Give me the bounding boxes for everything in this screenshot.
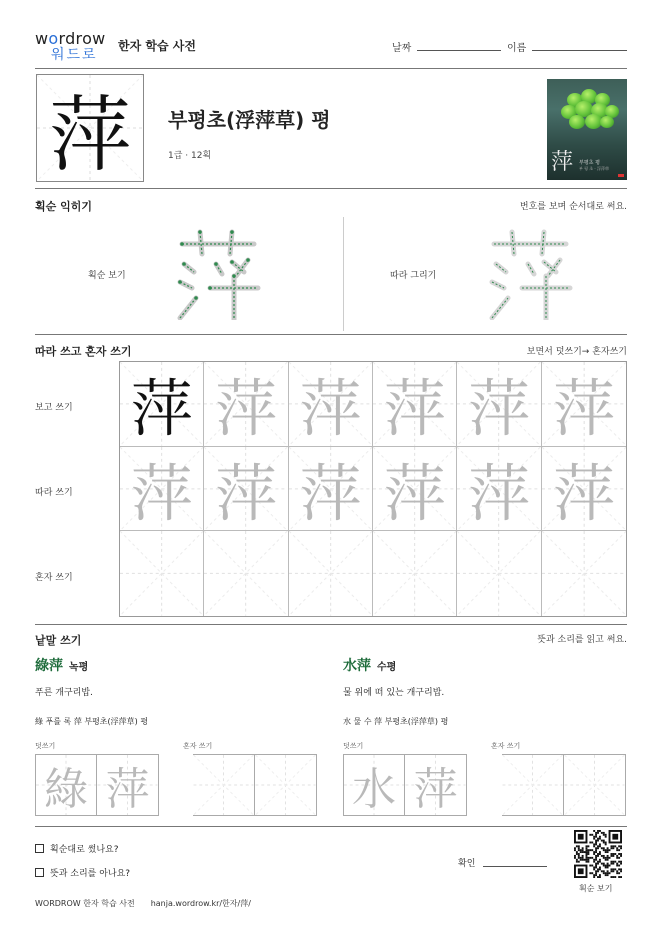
alone-label: 혼자 쓰기 [183, 742, 213, 750]
word-section-note: 뜻과 소리를 읽고 써요. [537, 635, 627, 645]
date-label: 날짜 [392, 43, 412, 54]
practice-cell[interactable] [204, 531, 288, 616]
confirm-line [483, 866, 547, 867]
practice-section-title: 따라 쓰고 혼자 쓰기 [35, 345, 132, 358]
word-alone-box[interactable] [502, 754, 564, 816]
checklist-item[interactable] [35, 866, 130, 879]
practice-char: 萍 [467, 372, 530, 446]
practice-char: 萍 [552, 372, 615, 446]
hero-title: 부평초(浮萍草) 평 [168, 108, 331, 132]
practice-char: 萍 [214, 457, 277, 530]
qr-code-icon[interactable] [574, 830, 622, 878]
word-alone-box[interactable] [255, 754, 317, 816]
word-section-title: 낱말 쓰기 [35, 634, 82, 647]
image-tag [618, 174, 624, 177]
section-divider [35, 826, 627, 827]
practice-cell[interactable] [289, 362, 373, 447]
practice-section-note: 보면서 덧쓰기→ 혼자쓰기 [526, 347, 627, 357]
hero-meta: 1급 · 12획 [168, 151, 212, 161]
checkbox-icon[interactable] [35, 868, 44, 877]
practice-cell[interactable] [542, 447, 626, 532]
image-caption-sub: 부 평 초 · 浮萍草 [579, 166, 609, 171]
word-heading [343, 655, 396, 675]
trace-label: 덧쓰기 [35, 742, 56, 750]
stroke-order-svg [172, 228, 264, 320]
image-caption: 부평초 평 [579, 160, 600, 166]
practice-grid[interactable] [119, 361, 627, 617]
hero-char-box [36, 74, 144, 182]
confirm-label: 확인 [458, 859, 476, 869]
section-divider [35, 188, 627, 189]
practice-char: 萍 [552, 457, 615, 530]
logo-text-part: w [35, 29, 49, 48]
stroke-order-diagram[interactable] [172, 228, 264, 320]
qr-label: 획순 보기 [579, 884, 613, 893]
logo-text-part: rdrow [58, 29, 106, 48]
app-title: 한자 학습 사전 [118, 39, 196, 53]
word-trace-box[interactable] [35, 754, 97, 816]
trace-char: 水 [352, 764, 396, 815]
word-char-breakdown: 綠 푸를 록 萍 부평초(浮萍草) 평 [35, 717, 149, 726]
stroke-divider [343, 217, 344, 331]
word-meaning: 물 위에 떠 있는 개구리밥. [343, 688, 445, 698]
row-label-alone: 혼자 쓰기 [35, 573, 73, 583]
name-line [532, 50, 627, 51]
checklist-label: 획순대로 썼나요? [50, 845, 119, 855]
word-trace-box[interactable] [343, 754, 405, 816]
date-line [417, 50, 501, 51]
word-trace-box[interactable] [97, 754, 159, 816]
practice-char: 萍 [299, 372, 362, 446]
word-heading [35, 655, 88, 675]
hero-char: 萍 [48, 87, 131, 183]
word-alone-box[interactable] [193, 754, 255, 816]
wordrow-logo[interactable] [35, 30, 113, 66]
word-hanja: 綠萍 [35, 658, 63, 674]
practice-cell[interactable] [542, 362, 626, 447]
word-char-breakdown: 水 물 수 萍 부평초(浮萍草) 평 [343, 717, 449, 726]
duckweed-image [547, 79, 627, 180]
row-label-trace: 따라 쓰기 [35, 488, 73, 498]
practice-char: 萍 [467, 457, 530, 530]
word-alone-box[interactable] [564, 754, 626, 816]
footer-url[interactable]: hanja.wordrow.kr/한자/萍/ [150, 899, 251, 908]
checkbox-icon[interactable] [35, 844, 44, 853]
word-hanja: 水萍 [343, 658, 371, 674]
practice-cell[interactable] [120, 531, 204, 616]
word-meaning: 푸른 개구리밥. [35, 688, 93, 698]
checklist-label: 뜻과 소리를 아나요? [50, 869, 131, 879]
practice-cell[interactable] [120, 447, 204, 532]
checklist-item[interactable] [35, 842, 119, 855]
trace-char: 萍 [413, 764, 458, 815]
logo-korean: 워드로 [51, 47, 98, 63]
word-reading: 녹평 [69, 662, 89, 673]
trace-char: 綠 [44, 764, 88, 815]
practice-cell[interactable] [457, 447, 541, 532]
stroke-trace-label: 따라 그리기 [390, 271, 437, 281]
practice-cell[interactable] [373, 362, 457, 447]
row-label-see: 보고 쓰기 [35, 403, 73, 413]
stroke-trace-diagram[interactable] [484, 228, 576, 320]
stroke-section-title: 획순 익히기 [35, 200, 92, 213]
practice-char: 萍 [383, 457, 446, 530]
trace-label: 덧쓰기 [343, 742, 364, 750]
section-divider [35, 624, 627, 625]
stroke-section-note: 번호를 보며 순서대로 써요. [519, 202, 627, 212]
image-char: 萍 [551, 150, 574, 175]
practice-char: 萍 [130, 457, 193, 530]
section-divider [35, 334, 627, 335]
practice-cell[interactable] [120, 362, 204, 447]
trace-char: 萍 [105, 764, 150, 815]
practice-cell[interactable] [204, 362, 288, 447]
practice-cell[interactable] [373, 531, 457, 616]
word-reading: 수평 [377, 662, 397, 673]
practice-cell[interactable] [204, 447, 288, 532]
practice-cell[interactable] [289, 447, 373, 532]
alone-label: 혼자 쓰기 [491, 742, 521, 750]
practice-char: 萍 [130, 372, 193, 446]
footer-brand-line [35, 898, 251, 909]
practice-cell[interactable] [542, 531, 626, 616]
practice-char: 萍 [383, 372, 446, 446]
stroke-trace-svg [484, 228, 576, 320]
word-trace-box[interactable] [405, 754, 467, 816]
practice-cell[interactable] [457, 531, 541, 616]
logo-text-accent: o [48, 29, 59, 48]
name-label: 이름 [507, 43, 527, 54]
practice-cell[interactable] [457, 362, 541, 447]
practice-char: 萍 [214, 372, 277, 446]
stroke-view-label: 획순 보기 [88, 271, 126, 281]
footer-brand: WORDROW 한자 학습 사전 [35, 899, 135, 908]
practice-cell[interactable] [373, 447, 457, 532]
practice-char: 萍 [299, 457, 362, 530]
practice-cell[interactable] [289, 531, 373, 616]
